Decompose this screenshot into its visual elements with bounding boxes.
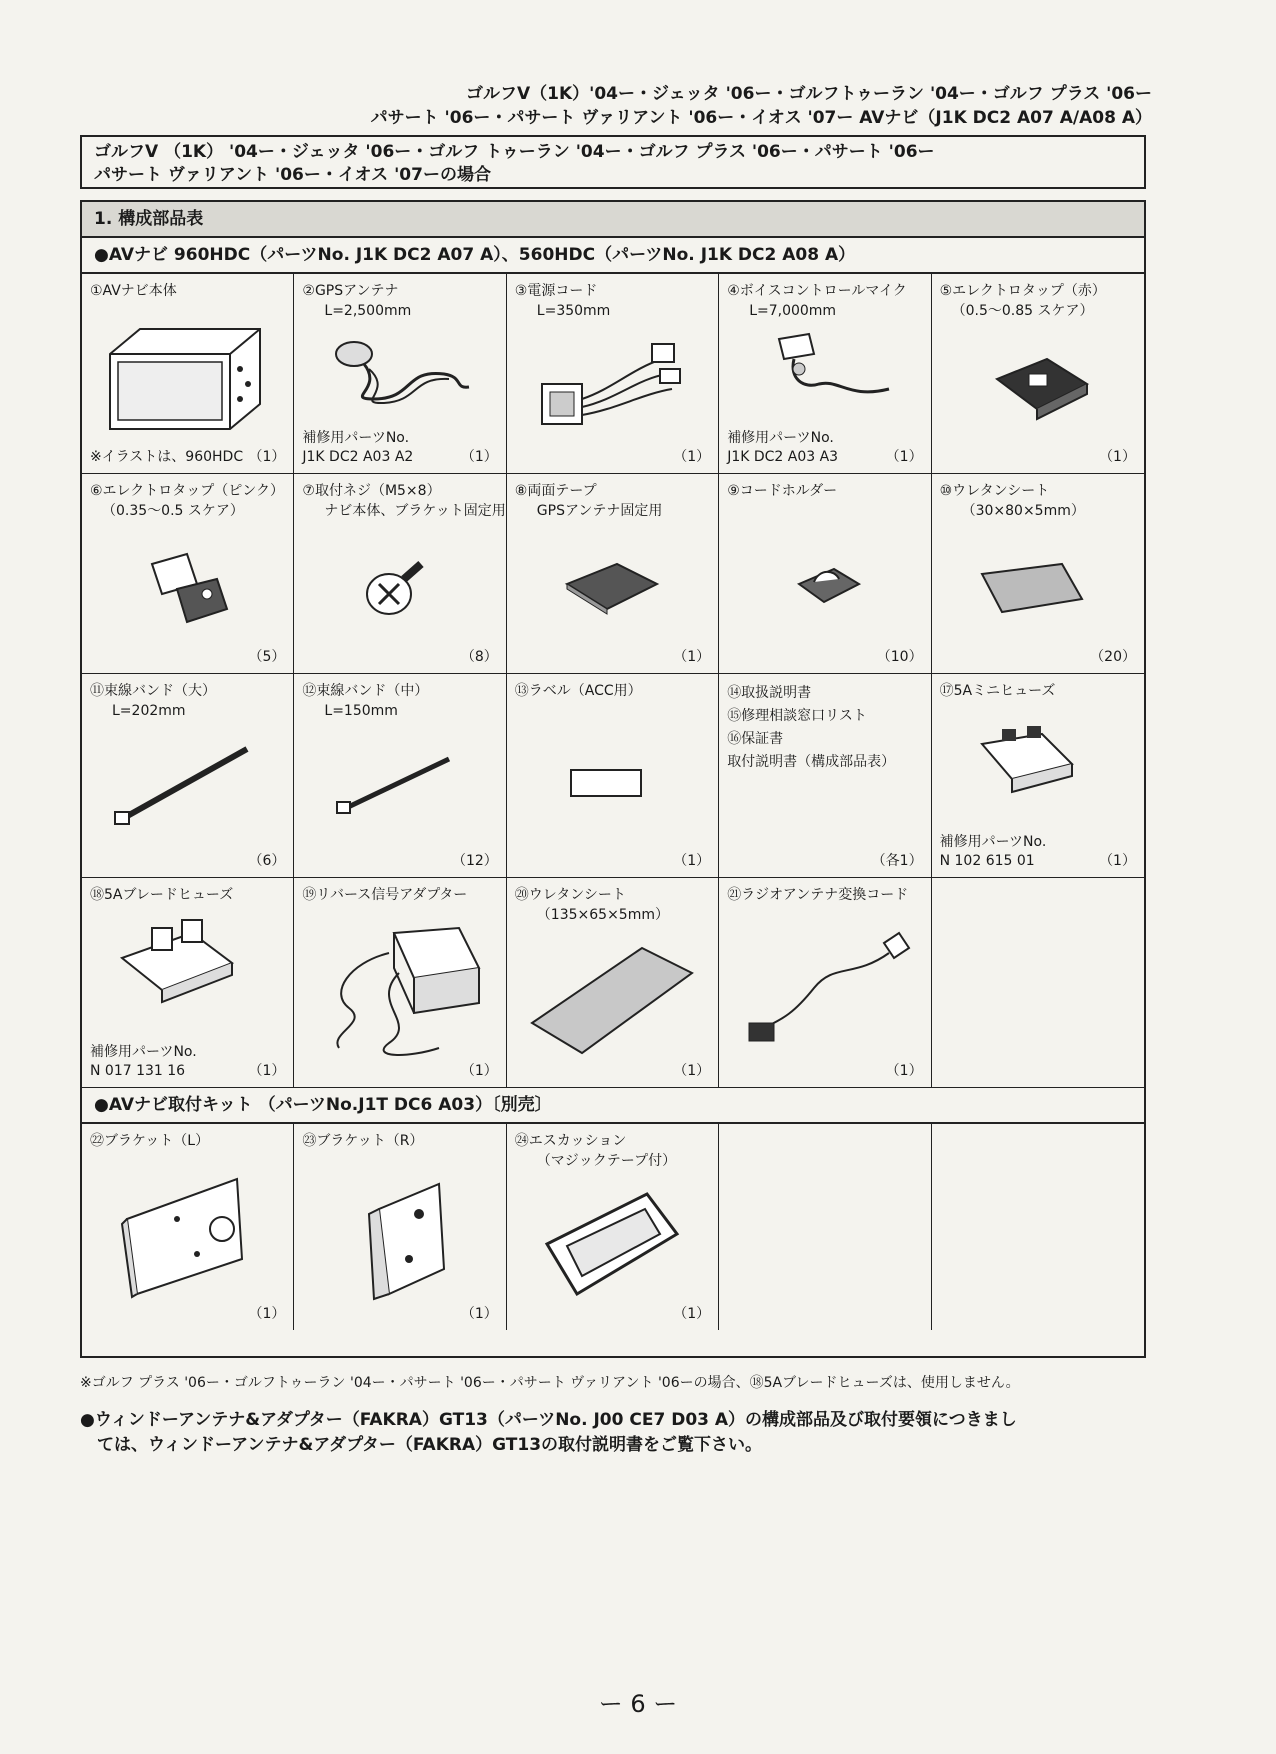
part-cell-14 [719,674,931,878]
part-quantity: （8） [460,649,498,665]
blade-fuse-icon [112,918,242,1008]
part-note: ※イラストは、960HDC [90,449,244,465]
part-label: ⑨コードホルダー [727,483,838,499]
cable-tie-large-icon [107,734,257,834]
bracket-left-icon [107,1159,257,1299]
urethane-sheet-large-icon [522,933,702,1063]
part-quantity: （1） [460,449,498,465]
part-cell-3 [507,274,719,474]
empty-cell [932,1124,1144,1330]
urethane-sheet-small-icon [972,554,1092,624]
part-quantity: （1） [673,1306,711,1322]
part-cell-19 [294,878,506,1088]
part-label: ⑰5Aミニヒューズ [939,683,1056,699]
part-quantity: （1） [885,449,923,465]
part-label: ⑬ラベル（ACC用） [514,683,642,699]
cable-tie-medium-icon [329,744,459,824]
part-label: ㉓ブラケット（R） [302,1133,424,1149]
part-cell-13 [507,674,719,878]
navi-unit-icon [100,314,270,434]
part-quantity: （5） [248,649,286,665]
power-cord-icon [532,329,692,439]
part-note: 補修用パーツNo. J1K DC2 A03 A2 [302,430,414,465]
reverse-adapter-icon [309,913,489,1063]
parts-table [80,200,1146,1358]
vehicle-title-box [80,135,1146,189]
kit-subheading: ●AVナビ取付キット （パーツNo.J1T DC6 A03）〔別売〕 [82,1088,1144,1124]
part-quantity: （6） [248,853,286,869]
part-note: 補修用パーツNo. J1K DC2 A03 A3 [727,430,839,465]
part-quantity: （12） [451,853,498,869]
screw-icon [359,554,429,624]
antenna-note-line-2: ては、ウィンドーアンテナ&アダプター（FAKRA）GT13の取付説明書をご覧下さい。 [80,1435,763,1455]
part-quantity: （1） [885,1063,923,1079]
part-note: 補修用パーツNo. N 102 615 01 [939,834,1047,869]
part-cell-1 [82,274,294,474]
part-cell-7 [294,474,506,674]
part-label: ④ボイスコントロールマイク [727,283,907,299]
bracket-right-icon [349,1159,459,1309]
header-line-2: パサート '06ー・パサート ヴァリアント '06ー・イオス '07ー AVナビ（J1K DC2 A07 A/A08 A） [370,108,1152,128]
part-cell-9 [719,474,931,674]
part-cell-21 [719,878,931,1088]
part-label: ①AVナビ本体 [90,283,177,299]
part-label: ⑫束線バンド（中） [302,683,429,699]
part-cell-17 [932,674,1144,878]
page-number: ー 6 ー [598,1690,678,1718]
part-quantity: （10） [876,649,923,665]
part-spec: （マジックテープ付） [536,1153,677,1169]
part-spec: （30×80×5mm） [961,503,1085,519]
part-cell-4 [719,274,931,474]
header-line-1: ゴルフV（1K）'04ー・ジェッタ '06ー・ゴルフトゥーラン '04ー・ゴルフ プラス '06ー [465,84,1152,104]
electro-tap-icon [987,349,1097,429]
part-quantity: （1） [248,1306,286,1322]
document-header [371,82,1152,130]
part-spec: L=202mm [112,703,186,719]
gps-antenna-icon [324,329,474,409]
part-label: ㉑ラジオアンテナ変換コード [727,887,909,903]
part-cell-6 [82,474,294,674]
part-cell-11 [82,674,294,878]
part-quantity: （20） [1090,649,1136,665]
part-spec: GPSアンテナ固定用 [536,503,663,519]
part-label: ⑲リバース信号アダプター [302,887,468,903]
part-spec: ナビ本体、ブラケット固定用 [324,503,506,519]
part-quantity: （1） [248,1063,286,1079]
part-quantity: （1） [248,449,286,465]
footnote: ※ゴルフ プラス '06ー・ゴルフトゥーラン '04ー・パサート '06ー・パサート ヴァリアント '06ーの場合、⑱5Aブレードヒューズは、使用しません。 [80,1375,1020,1391]
part-label: ⑦取付ネジ（M5×8） [302,483,441,499]
antenna-note [80,1408,1160,1458]
part-cell-5 [932,274,1144,474]
part-cell-8 [507,474,719,674]
microphone-icon [759,329,899,409]
part-label: ⑩ウレタンシート [939,483,1050,499]
mini-fuse-icon [972,724,1082,804]
part-label: ⑳ウレタンシート [514,887,626,903]
part-label: ⑧両面テープ [514,483,597,499]
title-line-2: パサート ヴァリアント '06ー・イオス '07ーの場合 [94,165,491,185]
part-label: ⑭取扱説明書 ⑮修理相談窓口リスト ⑯保証書 取付説明書（構成部品表） [727,685,896,770]
part-cell-12 [294,674,506,878]
part-label: ㉒ブラケット（L） [90,1133,210,1149]
electro-tap-pink-icon [137,544,237,634]
antenna-note-line-1: ●ウィンドーアンテナ&アダプター（FAKRA）GT13（パーツNo. J00 CE7 D03 A）の構成部品及び取付要領につきまし [80,1410,1017,1430]
part-quantity: （1） [1099,853,1136,869]
part-quantity: （1） [673,449,711,465]
part-label: ⑥エレクトロタップ（ピンク） [90,483,284,499]
part-cell-20 [507,878,719,1088]
part-quantity: （1） [673,853,711,869]
product-subheading: ●AVナビ 960HDC（パーツNo. J1K DC2 A07 A）、560HDC（パーツNo. J1K DC2 A08 A） [82,238,1144,274]
part-cell-10 [932,474,1144,674]
part-quantity: （1） [460,1063,498,1079]
part-cell-2 [294,274,506,474]
cord-holder-icon [789,554,869,614]
radio-antenna-cord-icon [734,908,914,1058]
kit-part-cell-24 [507,1124,719,1330]
part-spec: L=350mm [536,303,611,319]
part-label: ㉔エスカッション [514,1133,627,1149]
title-line-1: ゴルフV （1K） '04ー・ジェッタ '06ー・ゴルフ トゥーラン '04ー・ゴルフ プラス '06ー・パサート '06ー [94,142,935,162]
part-spec: （0.5〜0.85 スケア） [951,303,1094,319]
section-heading: 1. 構成部品表 [82,202,1144,238]
kit-part-cell-22 [82,1124,294,1330]
escutcheon-icon [537,1184,687,1304]
empty-cell [932,878,1144,1088]
part-spec: L=2,500mm [324,303,412,319]
part-label: ⑤エレクトロタップ（赤） [939,283,1106,299]
part-note: 補修用パーツNo. N 017 131 16 [90,1044,197,1079]
part-label: ⑱5Aブレードヒューズ [90,887,234,903]
part-label: ②GPSアンテナ [302,283,399,299]
part-label: ③電源コード [514,283,598,299]
part-cell-18 [82,878,294,1088]
part-quantity: （各1） [871,853,923,869]
empty-cell [719,1124,931,1330]
part-label: ⑪束線バンド（大） [90,683,216,699]
part-quantity: （1） [1099,449,1136,465]
part-quantity: （1） [673,649,711,665]
part-spec: （0.35〜0.5 スケア） [102,503,244,519]
part-spec: L=7,000mm [749,303,837,319]
part-quantity: （1） [460,1306,498,1322]
double-sided-tape-icon [557,554,667,624]
kit-part-cell-23 [294,1124,506,1330]
part-spec: L=150mm [324,703,398,719]
label-icon [567,764,647,804]
part-quantity: （1） [673,1063,711,1079]
part-spec: （135×65×5mm） [536,907,669,923]
